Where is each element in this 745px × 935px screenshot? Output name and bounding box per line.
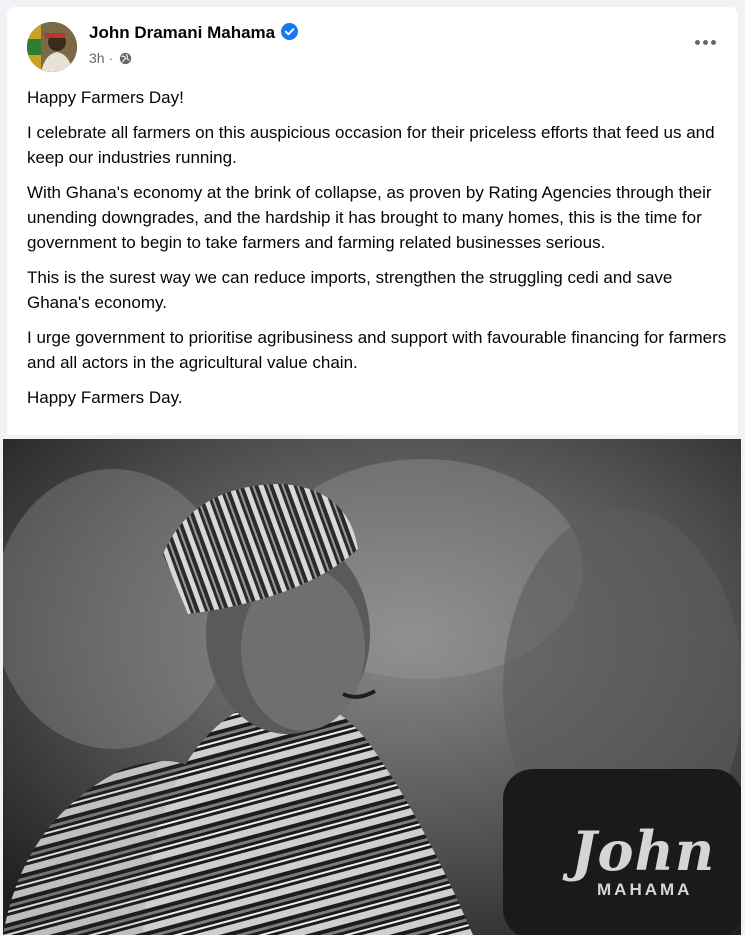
post-paragraph: Happy Farmers Day! (27, 88, 184, 107)
author-avatar[interactable] (27, 22, 77, 72)
author-name-text[interactable]: John Dramani Mahama (89, 23, 276, 42)
watermark-caps: MAHAMA (597, 880, 693, 899)
post-timestamp[interactable]: 3h (89, 50, 105, 66)
globe-icon[interactable] (119, 52, 132, 65)
post-meta (89, 49, 132, 67)
verified-badge-icon (281, 23, 298, 40)
more-options-button[interactable] (691, 32, 719, 52)
post-paragraph: I urge government to prioritise agribusiness and support with favourable financing for farmers and all actors in the agricultural value chain. (27, 328, 727, 372)
more-dot (711, 40, 716, 45)
author-name[interactable] (89, 22, 298, 44)
post-text (27, 85, 727, 420)
watermark-script: John (571, 819, 716, 883)
post-photo[interactable] (3, 439, 741, 935)
post-card (7, 7, 738, 435)
post-paragraph: With Ghana's economy at the brink of collapse, as proven by Rating Agencies through their unending downgrades, and the hardship it has brought to many homes, this is the time for government to begin to take farmers and farming related businesses serious. (27, 183, 712, 252)
meta-separator: · (104, 50, 118, 66)
photo-watermark (571, 819, 731, 922)
post-paragraph: Happy Farmers Day. (27, 388, 183, 407)
more-dot (703, 40, 708, 45)
post-paragraph: I celebrate all farmers on this auspicious occasion for their priceless efforts that feed us and keep our industries running. (27, 123, 715, 167)
more-horizontal-icon (695, 40, 700, 45)
post-paragraph: This is the surest way we can reduce imports, strengthen the struggling cedi and save Ghana's economy. (27, 268, 673, 312)
